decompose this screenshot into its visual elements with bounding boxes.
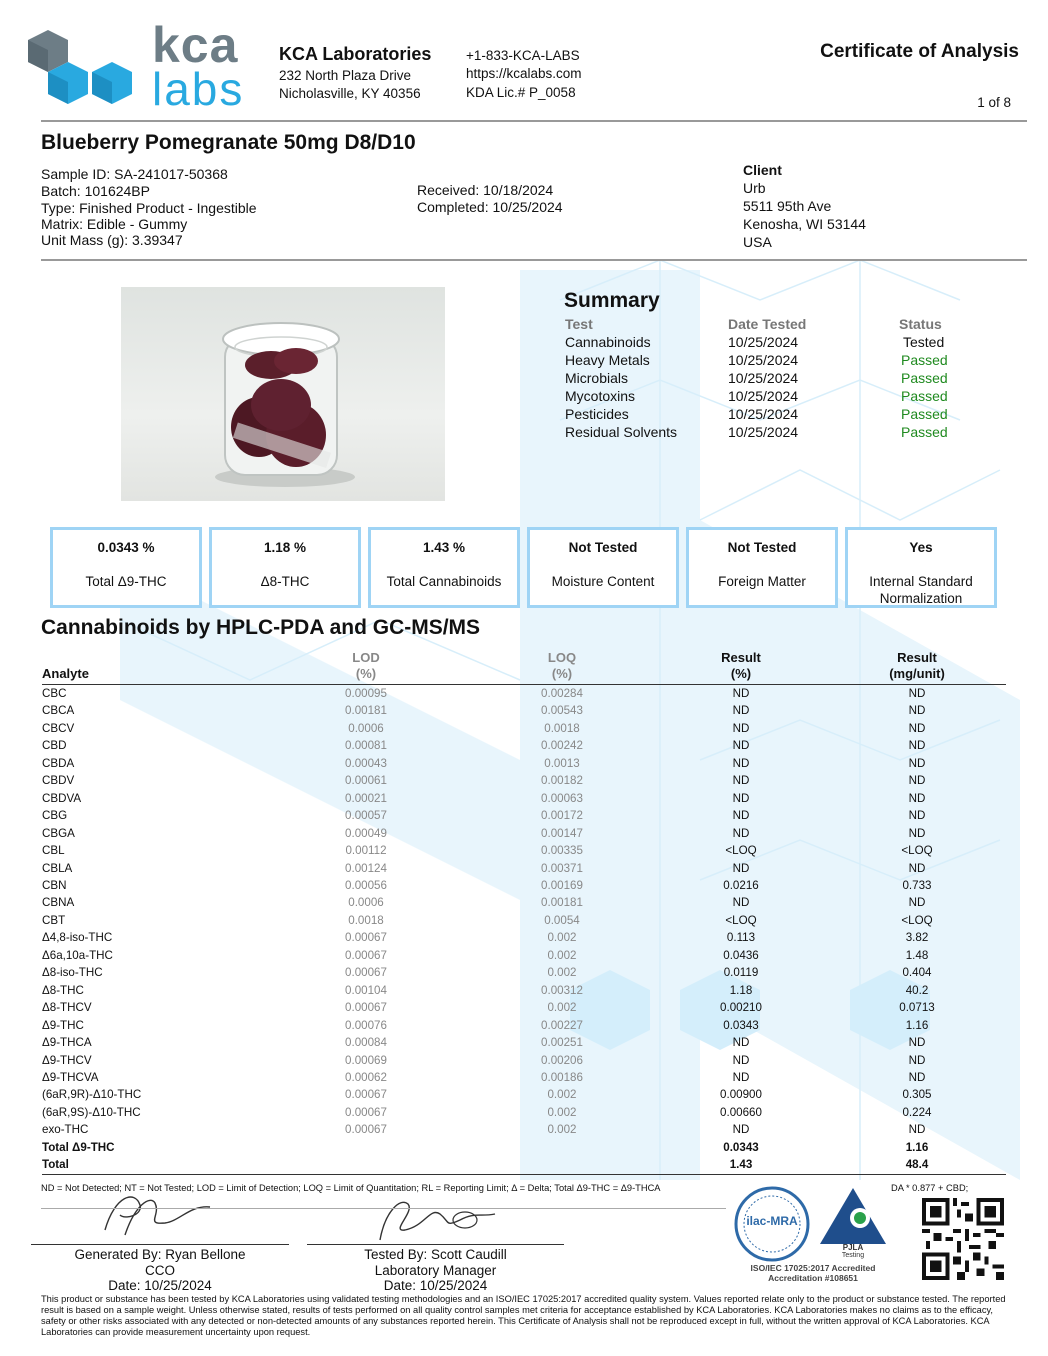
lod-value: 0.00067	[345, 1088, 387, 1102]
result-percent: ND	[732, 774, 750, 788]
table-row	[42, 964, 1006, 981]
signature-right	[307, 1247, 564, 1294]
result-percent: ND	[732, 809, 750, 823]
result-percent: ND	[732, 721, 750, 735]
result-mg: ND	[908, 756, 926, 770]
summary-row	[565, 351, 965, 369]
table-row	[42, 772, 1006, 789]
lab-license: KDA Lic.# P_0058	[466, 85, 576, 100]
analyte-name: Δ9-THCA	[42, 1036, 92, 1050]
lod-value: 0.00112	[345, 844, 387, 858]
highlight-value: Not Tested	[568, 540, 638, 555]
summary-row	[565, 405, 965, 423]
loq-value: 0.002	[547, 948, 577, 962]
loq-value: 0.00284	[541, 687, 583, 700]
summary-row	[565, 333, 965, 351]
header-result-unit: (mg/unit)	[889, 666, 945, 681]
table-row	[42, 1086, 1006, 1103]
result-mg: 40.2	[905, 983, 929, 997]
result-percent: ND	[732, 826, 750, 840]
logo-text-kca: kca	[152, 17, 239, 73]
lod-value: 0.00043	[345, 756, 387, 770]
lod-value: 0.00049	[345, 826, 387, 840]
analyte-name: exo-THC	[42, 1123, 89, 1137]
pjla-text: PJLA	[842, 1243, 864, 1252]
analyte-name: CBCA	[42, 704, 75, 718]
summary-row	[565, 369, 965, 387]
lod-value: 0.0006	[348, 721, 384, 735]
client-label: Client	[743, 162, 782, 178]
analyte-name: CBNA	[42, 896, 75, 910]
lod-value: 0.00181	[345, 704, 387, 718]
result-percent: ND	[732, 739, 750, 753]
result-percent: 0.0119	[723, 966, 759, 980]
footnote-formula: DA * 0.877 + CBD;	[891, 1183, 969, 1193]
loq-value: 0.00147	[541, 826, 583, 840]
sample-id: Sample ID: SA-241017-50368	[41, 166, 228, 182]
lod-value: 0.00067	[345, 931, 387, 945]
analyte-name: Δ9-THCVA	[42, 1070, 99, 1084]
table-row	[42, 929, 1006, 946]
lod-value: 0.00069	[345, 1053, 387, 1067]
signature-right-image	[370, 1192, 510, 1247]
analyte-name: Δ8-THC	[42, 983, 84, 997]
result-percent: ND	[732, 1070, 750, 1084]
analyte-name: CBGA	[42, 826, 75, 840]
qr-code-icon[interactable]	[922, 1198, 1004, 1280]
summary-title: Summary	[564, 289, 660, 312]
loq-value: 0.002	[547, 1105, 577, 1119]
header-result-unit: (%)	[730, 666, 752, 681]
result-percent: 0.0343	[723, 1140, 759, 1154]
highlight-d8-thc	[209, 527, 361, 608]
product-title: Blueberry Pomegranate 50mg D8/D10	[41, 131, 416, 154]
lod-value: 0.00056	[345, 878, 387, 892]
ilac-mra-logo	[734, 1186, 810, 1262]
loq-value	[470, 1156, 654, 1174]
analyte-name: Total Δ9-THC	[42, 1140, 115, 1154]
highlight-value: 0.0343 %	[97, 540, 155, 555]
analyte-name: Δ8-iso-THC	[42, 966, 103, 980]
lod-value	[262, 1139, 470, 1156]
lod-value: 0.00062	[345, 1070, 387, 1084]
table-row	[42, 737, 1006, 754]
summary-header-date: Date Tested	[728, 316, 807, 332]
result-percent: 0.0343	[723, 1018, 759, 1032]
iso-line-2: Accreditation #108651	[768, 1273, 858, 1283]
loq-value	[470, 1139, 654, 1156]
summary-test: Cannabinoids	[565, 334, 651, 350]
company-logo	[26, 17, 256, 115]
lab-website[interactable]: https://kcalabs.com	[466, 66, 582, 81]
summary-row	[565, 387, 965, 405]
analyte-name: CBLA	[42, 861, 73, 875]
result-mg: ND	[908, 1036, 926, 1050]
client-name: Urb	[743, 180, 766, 196]
pjla-triangle-icon	[818, 1186, 888, 1246]
loq-value: 0.00251	[541, 1036, 583, 1050]
table-row	[42, 842, 1006, 859]
lod-value: 0.00067	[345, 1001, 387, 1015]
loq-value: 0.002	[547, 1088, 577, 1102]
client-country: USA	[743, 234, 772, 250]
lod-value: 0.00124	[345, 861, 387, 875]
tested-by-title: Laboratory Manager	[374, 1262, 497, 1278]
result-percent: 1.18	[729, 983, 753, 997]
lab-name: KCA Laboratories	[279, 44, 432, 64]
result-mg: 48.4	[828, 1156, 1006, 1174]
pjla-subtext: Testing	[841, 1252, 865, 1259]
header-analyte-label: Analyte	[42, 666, 89, 681]
logo-text-labs: labs	[152, 63, 245, 115]
generated-by: Generated By: Ryan Bellone	[74, 1247, 246, 1262]
loq-value: 0.002	[547, 966, 577, 980]
result-percent: ND	[732, 687, 750, 700]
result-mg: ND	[908, 704, 926, 718]
summary-status: Passed	[901, 370, 948, 386]
table-row	[42, 1104, 1006, 1121]
table-row	[42, 860, 1006, 877]
table-row	[42, 755, 1006, 772]
result-percent: ND	[732, 791, 750, 805]
result-percent: 0.00660	[720, 1105, 762, 1119]
lod-value: 0.00084	[345, 1036, 387, 1050]
table-row	[42, 947, 1006, 964]
lod-value: 0.0006	[348, 896, 384, 910]
loq-value: 0.00206	[541, 1053, 583, 1067]
result-mg: ND	[908, 1053, 926, 1067]
header-lod-unit: (%)	[355, 666, 377, 681]
highlight-value: Not Tested	[727, 540, 797, 555]
loq-value: 0.00371	[541, 861, 583, 875]
analyte-name: CBT	[42, 913, 66, 927]
result-percent: 1.43	[654, 1156, 828, 1174]
result-mg: <LOQ	[901, 913, 933, 927]
result-mg: 1.48	[905, 948, 929, 962]
loq-value: 0.00335	[541, 844, 583, 858]
iso-line-1: ISO/IEC 17025:2017 Accredited	[750, 1263, 876, 1273]
analyte-name: CBDV	[42, 774, 75, 788]
lod-value: 0.00095	[345, 687, 387, 700]
product-type: Type: Finished Product - Ingestible	[41, 200, 257, 216]
result-mg: ND	[908, 791, 926, 805]
lod-value: 0.0018	[348, 913, 384, 927]
cannabinoids-section-title: Cannabinoids by HPLC-PDA and GC-MS/MS	[41, 616, 481, 639]
result-mg: ND	[908, 1123, 926, 1137]
info-divider	[41, 259, 1027, 261]
summary-test: Heavy Metals	[565, 352, 650, 368]
summary-status: Tested	[903, 334, 945, 350]
highlight-label: Total Cannabinoids	[386, 574, 502, 589]
batch: Batch: 101624BP	[41, 183, 150, 199]
result-percent: 0.00210	[720, 1001, 762, 1015]
header-sig-divider	[41, 1208, 726, 1209]
loq-value: 0.00169	[541, 878, 583, 892]
analyte-name: Δ4,8-iso-THC	[42, 931, 113, 945]
table-row	[42, 790, 1006, 807]
table-row	[42, 702, 1006, 719]
result-mg: <LOQ	[901, 844, 933, 858]
analyte-name: CBN	[42, 878, 67, 892]
loq-value: 0.00312	[541, 983, 583, 997]
loq-value: 0.00172	[541, 809, 583, 823]
result-mg: ND	[908, 1070, 926, 1084]
loq-value: 0.00242	[541, 739, 583, 753]
loq-value: 0.0013	[544, 756, 580, 770]
summary-row	[565, 423, 965, 441]
summary-status: Passed	[901, 352, 948, 368]
jar-image	[121, 287, 445, 501]
cannabinoids-table	[42, 650, 1006, 1175]
highlight-foreign-matter	[686, 527, 838, 608]
table-row	[42, 1121, 1006, 1138]
analyte-name: CBCV	[42, 721, 75, 735]
analyte-name: CBDVA	[42, 791, 82, 805]
highlight-value: Yes	[909, 540, 933, 555]
signature-right-line	[307, 1244, 564, 1245]
analyte-name: Total	[42, 1156, 262, 1174]
header-divider	[41, 120, 1027, 122]
result-percent: <LOQ	[725, 844, 757, 858]
result-mg: 1.16	[905, 1140, 929, 1154]
summary-status: Passed	[901, 424, 948, 440]
completed-date: Completed: 10/25/2024	[417, 199, 563, 215]
lod-value: 0.00067	[345, 1105, 387, 1119]
lod-value: 0.00076	[345, 1018, 387, 1032]
highlight-total-cannabinoids	[368, 527, 520, 608]
loq-value: 0.00181	[541, 896, 583, 910]
page-number: 1 of 8	[977, 95, 1011, 110]
summary-table	[565, 333, 965, 441]
loq-value: 0.0054	[544, 913, 580, 927]
matrix: Matrix: Edible - Gummy	[41, 216, 188, 232]
iso-accreditation-text	[738, 1263, 888, 1283]
lab-address-line-1: 232 North Plaza Drive	[279, 68, 412, 83]
table-row	[42, 912, 1006, 929]
tested-date: Date: 10/25/2024	[383, 1278, 488, 1293]
table-row	[42, 720, 1006, 737]
result-mg: ND	[908, 687, 926, 700]
pjla-logo	[818, 1186, 888, 1260]
highlight-value: 1.18 %	[263, 540, 307, 555]
ilac-mra-text: ilac-MRA	[746, 1214, 798, 1228]
table-row	[42, 807, 1006, 824]
lod-value: 0.00057	[345, 809, 387, 823]
analyte-name: Δ8-THCV	[42, 1001, 92, 1015]
lod-value: 0.00067	[345, 1123, 387, 1137]
result-mg: ND	[908, 861, 926, 875]
logo-cubes-icon	[26, 26, 138, 114]
summary-date: 10/25/2024	[728, 370, 799, 386]
table-row	[42, 999, 1006, 1016]
loq-value: 0.00186	[541, 1070, 583, 1084]
highlight-value: 1.43 %	[422, 540, 466, 555]
analyte-name: CBD	[42, 739, 67, 753]
lod-value	[262, 1156, 470, 1174]
highlight-label: Foreign Matter	[718, 574, 806, 589]
product-photo	[121, 287, 445, 501]
analyte-name: CBG	[42, 809, 68, 823]
analyte-name: CBDA	[42, 756, 75, 770]
header-loq	[470, 650, 654, 685]
loq-value: 0.002	[547, 931, 577, 945]
loq-value: 0.00063	[541, 791, 583, 805]
highlight-total-d9-thc	[50, 527, 202, 608]
summary-header-status: Status	[899, 316, 942, 332]
analyte-name: CBC	[42, 687, 67, 700]
header-result-percent	[654, 650, 828, 685]
summary-status: Passed	[901, 388, 948, 404]
signature-left-image	[95, 1185, 225, 1245]
result-mg: ND	[908, 896, 926, 910]
result-mg: 1.16	[905, 1018, 929, 1032]
result-mg: 0.305	[902, 1088, 932, 1102]
summary-date: 10/25/2024	[728, 352, 799, 368]
lab-address-line-2: Nicholasville, KY 40356	[279, 86, 421, 101]
result-percent: 0.00900	[720, 1088, 762, 1102]
generated-by-title: CCO	[145, 1262, 175, 1278]
summary-test: Pesticides	[565, 406, 629, 422]
summary-date: 10/25/2024	[728, 424, 799, 440]
loq-value: 0.00182	[541, 774, 583, 788]
header-result-mg	[828, 650, 1006, 685]
result-mg: 3.82	[905, 931, 929, 945]
table-row	[42, 894, 1006, 911]
loq-value: 0.00543	[541, 704, 583, 718]
client-city: Kenosha, WI 53144	[743, 216, 866, 232]
lod-value: 0.00061	[345, 774, 387, 788]
table-row	[42, 1017, 1006, 1034]
highlight-label: Δ8-THC	[260, 574, 310, 589]
header-result-label: Result	[897, 650, 937, 665]
analyte-name: Δ6a,10a-THC	[42, 948, 113, 962]
tested-by: Tested By: Scott Caudill	[364, 1247, 507, 1262]
result-percent: ND	[732, 1053, 750, 1067]
table-row	[42, 825, 1006, 842]
result-mg: ND	[908, 809, 926, 823]
summary-date: 10/25/2024	[728, 334, 799, 350]
result-mg: ND	[908, 739, 926, 753]
loq-value: 0.00227	[541, 1018, 583, 1032]
document-title: Certificate of Analysis	[820, 41, 1019, 62]
lod-value: 0.00067	[345, 948, 387, 962]
highlight-label: Internal Standard Normalization	[869, 574, 973, 606]
analyte-name: (6aR,9S)-Δ10-THC	[42, 1105, 141, 1119]
table-row	[42, 982, 1006, 999]
client-street: 5511 95th Ave	[743, 198, 832, 214]
result-percent: 0.113	[726, 931, 756, 945]
result-mg: ND	[908, 774, 926, 788]
highlight-label: Moisture Content	[551, 574, 655, 589]
table-row	[42, 877, 1006, 894]
header-loq-label: LOQ	[547, 650, 577, 665]
result-percent: ND	[732, 1123, 750, 1137]
header-lod-label: LOD	[352, 650, 380, 665]
unit-mass: Unit Mass (g): 3.39347	[41, 232, 183, 248]
summary-test: Mycotoxins	[565, 388, 636, 404]
highlight-internal-standard	[845, 527, 997, 608]
result-mg: ND	[908, 826, 926, 840]
table-total-row	[42, 1139, 1006, 1156]
header-loq-unit: (%)	[551, 666, 573, 681]
result-percent: <LOQ	[725, 913, 757, 927]
highlight-moisture-content	[527, 527, 679, 608]
signature-left	[31, 1247, 289, 1294]
analyte-name: Δ9-THCV	[42, 1053, 92, 1067]
lab-phone: +1-833-KCA-LABS	[466, 48, 580, 63]
footnote-abbreviations: ND = Not Detected; NT = Not Tested; LOD = Limit of Detection; LOQ = Limit of Quantitation; RL = Reporting Limit; Δ = Delta; Total Δ9-THC = Δ9-THCA	[41, 1183, 661, 1193]
header-analyte	[42, 650, 262, 685]
result-mg: 0.404	[902, 966, 932, 980]
result-percent: ND	[732, 896, 750, 910]
generated-date: Date: 10/25/2024	[108, 1278, 212, 1293]
header-result-label: Result	[721, 650, 761, 665]
summary-date: 10/25/2024	[728, 388, 799, 404]
result-mg: 0.0713	[899, 1001, 935, 1015]
result-percent: ND	[732, 861, 750, 875]
lod-value: 0.00067	[345, 966, 387, 980]
highlight-label: Total Δ9-THC	[85, 574, 167, 589]
result-percent: ND	[732, 704, 750, 718]
result-percent: 0.0436	[723, 948, 759, 962]
table-row	[42, 1052, 1006, 1069]
loq-value: 0.002	[547, 1123, 577, 1137]
lod-value: 0.00021	[345, 791, 387, 805]
summary-status: Passed	[901, 406, 948, 422]
summary-header-test: Test	[565, 316, 593, 332]
disclaimer: This product or substance has been tested by KCA Laboratories using validated testing methodologies and an ISO/IEC 17025:2017 accredited quality system. Values reported relate only to the product or substance tested. The reported result is based on a sample weight. Unless otherwise stated, results of tests performed on all quality control samples met criteria for acceptance established by KCA Laboratories. KCA Laboratories makes no claims as to the efficacy, safety or other risks associated with any detected or non-detected amounts of any substances reported herein. This Certificate of Analysis shall not be reproduced except in full, without the written approval of KCA Laboratories. KCA Laboratories can provide measurement uncertainty upon request.	[41, 1294, 1006, 1337]
result-percent: ND	[732, 756, 750, 770]
result-mg: 0.224	[902, 1105, 932, 1119]
lod-value: 0.00081	[345, 739, 387, 753]
result-percent: 0.0216	[723, 878, 759, 892]
result-mg: 0.733	[902, 878, 932, 892]
table-row	[42, 685, 1006, 703]
analyte-name: Δ9-THC	[42, 1018, 84, 1032]
summary-test: Microbials	[565, 370, 629, 386]
loq-value: 0.002	[547, 1001, 577, 1015]
loq-value: 0.0018	[544, 721, 580, 735]
received-date: Received: 10/18/2024	[417, 182, 554, 198]
analyte-name: CBL	[42, 844, 65, 858]
table-row	[42, 1069, 1006, 1086]
result-mg: ND	[908, 721, 926, 735]
table-total-row	[42, 1156, 1006, 1174]
signature-left-line	[31, 1244, 289, 1245]
summary-test: Residual Solvents	[565, 424, 678, 440]
header-lod	[262, 650, 470, 685]
analyte-name: (6aR,9R)-Δ10-THC	[42, 1088, 142, 1102]
lod-value: 0.00104	[345, 983, 387, 997]
summary-date: 10/25/2024	[728, 406, 799, 422]
table-row	[42, 1034, 1006, 1051]
table-header-row	[42, 650, 1006, 685]
result-percent: ND	[732, 1036, 750, 1050]
